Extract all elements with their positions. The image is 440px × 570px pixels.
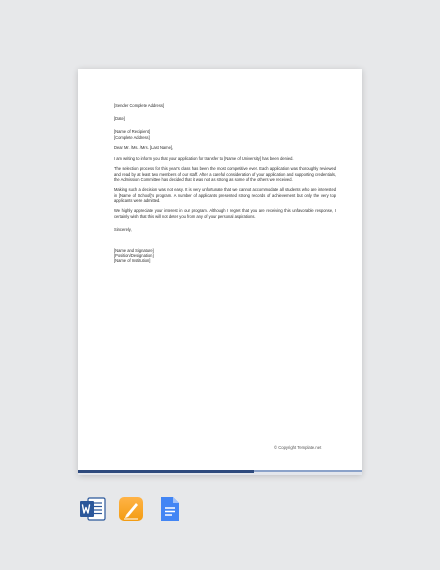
pages-icon[interactable] <box>117 495 145 523</box>
footer-bar-dark <box>78 470 254 473</box>
signature-name: [Name and Signature] <box>114 248 154 253</box>
closing: Sincerely, <box>114 226 132 232</box>
paragraph: We highly appreciate your interest in our program. Although I regret that you are receiving this unfavorable response, I certainly wish that this will not deter you from any of your personal aspirations. <box>114 208 336 219</box>
page-footer-bar <box>78 470 362 475</box>
word-icon[interactable] <box>79 495 107 523</box>
paragraph: I am writing to inform you that your application for transfer to [Name of University] has been denied. <box>114 155 294 161</box>
letter-body <box>114 103 336 264</box>
sender-address: [Sender Complete Address] <box>114 103 165 108</box>
copyright-text: © Copyright Template.net <box>274 445 322 450</box>
signature-position: [Position/Designation] <box>114 253 154 259</box>
letter-date: [Date] <box>114 116 125 122</box>
signature-institution: [Name of Institution] <box>114 258 151 264</box>
letter-page <box>78 69 362 475</box>
paragraph: Making such a decision was not easy. It is very unfortunate that we cannot accommodate all students who are interested in [Name of School]'s program. A number of applicants presented strong records of achievement but only the very top applicants were admitted. <box>114 187 336 203</box>
salutation: Dear Mr. /Ms. /Mrs. [Last Name], <box>114 145 174 151</box>
footer-bar-light <box>254 470 362 472</box>
google-docs-icon[interactable] <box>155 495 183 523</box>
paragraph: The selection process for this year's class has been the most competitive ever. Each application was thoroughly reviewed and read by at least two members of our staff. After a careful consideration of your application and supporting credentials, the Admission Committee has decided that it was not as strong as some of the others we received. <box>114 166 336 182</box>
recipient-name: [Name of Recipient] <box>114 129 150 135</box>
recipient-address: [Complete Address] <box>114 134 150 140</box>
